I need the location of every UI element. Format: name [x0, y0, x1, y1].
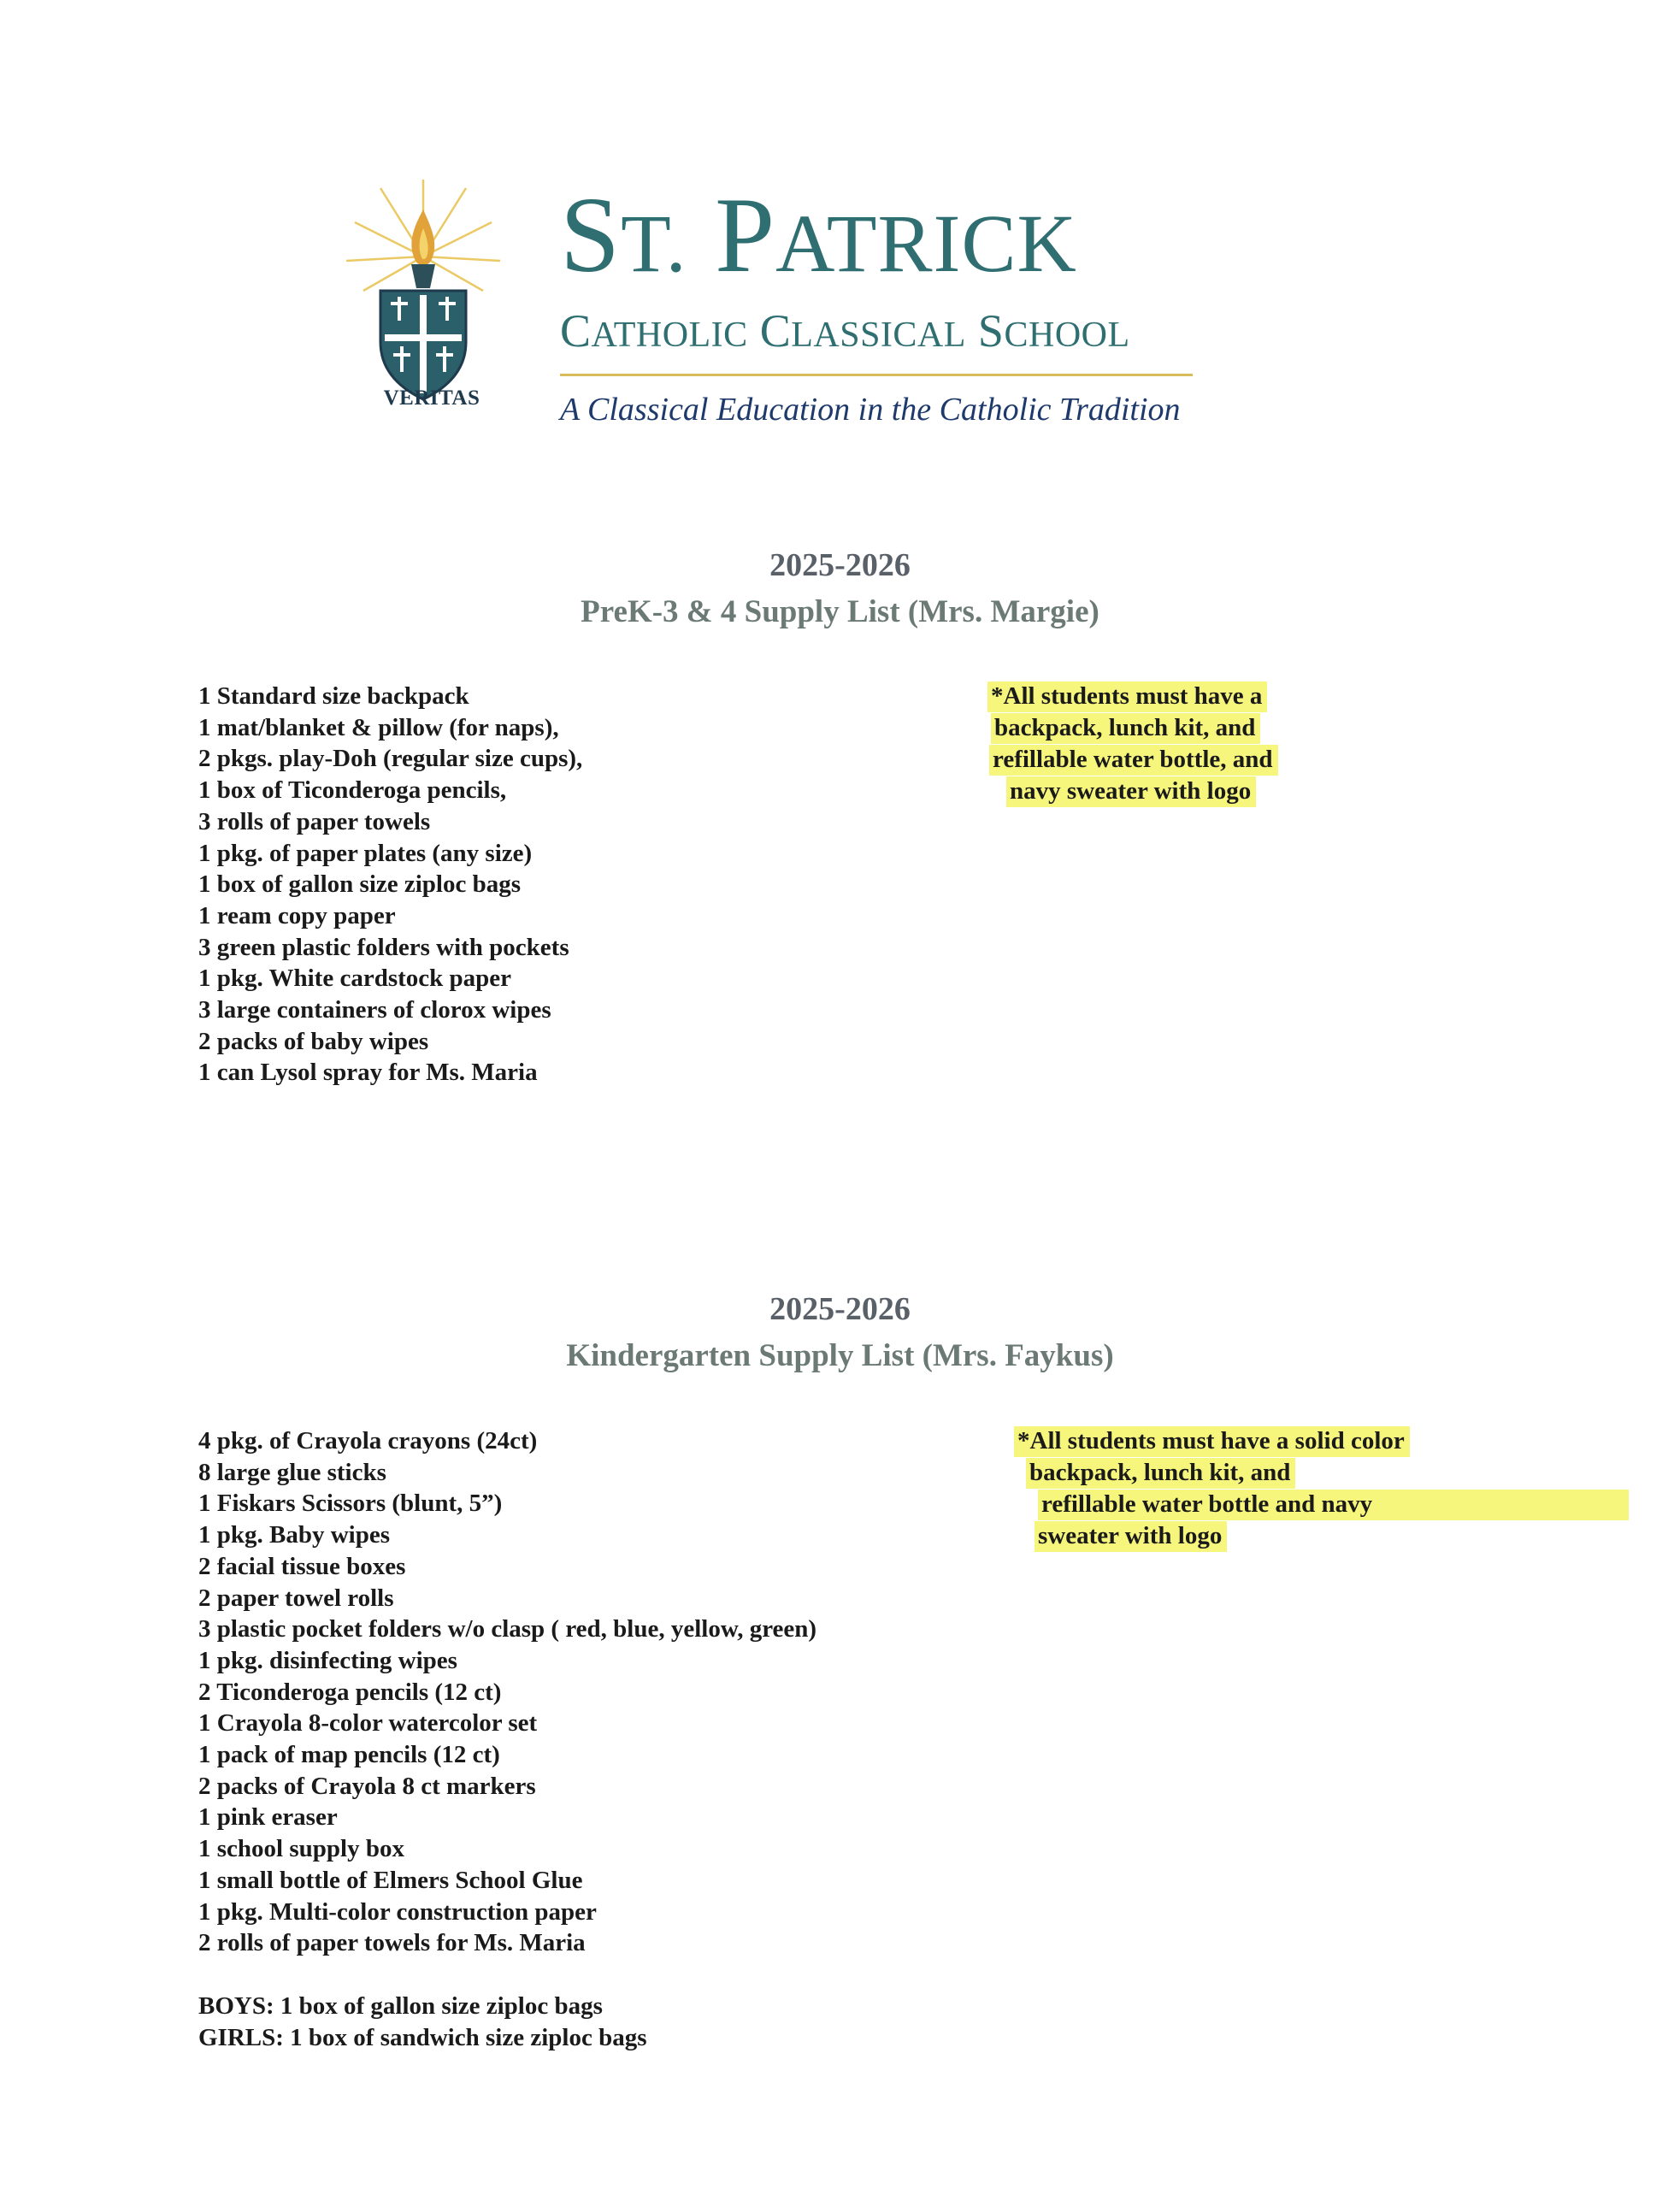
list-item: 1 Standard size backpack: [198, 682, 469, 710]
list-item: 2 paper towel rolls: [198, 1584, 394, 1612]
school-crest-icon: [346, 175, 500, 415]
note-line: *All students must have a solid color: [1014, 1426, 1410, 1457]
school-name-p: P: [715, 176, 776, 295]
kinder-title: Kindergarten Supply List (Mrs. Faykus): [566, 1338, 1114, 1373]
school-subtitle: [560, 305, 1130, 357]
kinder-supply-list: [198, 1425, 816, 1959]
prek-note: [987, 681, 1278, 807]
list-item: 4 pkg. of Crayola crayons (24ct): [198, 1427, 538, 1454]
prek-title: PreK-3 & 4 Supply List (Mrs. Margie): [581, 594, 1099, 629]
list-item: 1 ream copy paper: [198, 901, 396, 929]
sub-c2: C: [759, 305, 792, 357]
list-item: 1 box of gallon size ziploc bags: [198, 870, 522, 899]
list-item: 3 large containers of clorox wipes: [198, 996, 551, 1024]
note-line: *All students must have a: [987, 681, 1267, 712]
note-line: backpack, lunch kit, and: [1026, 1458, 1295, 1489]
list-item: 1 school supply box: [198, 1835, 404, 1863]
list-item: 1 small bottle of Elmers School Glue: [198, 1866, 583, 1894]
list-item: 2 rolls of paper towels for Ms. Maria: [198, 1929, 586, 1957]
list-item: 1 pack of map pencils (12 ct): [198, 1741, 500, 1769]
list-item: 2 packs of Crayola 8 ct markers: [198, 1772, 536, 1800]
note-line: sweater with logo: [1035, 1521, 1227, 1552]
sub-catholic: ATHOLIC: [591, 316, 748, 355]
prek-year: 2025-2026: [769, 547, 911, 583]
list-item: 1 pkg. Baby wipes: [198, 1521, 391, 1549]
list-item: 1 Fiskars Scissors (blunt, 5”): [198, 1490, 503, 1518]
kinder-year: 2025-2026: [769, 1291, 911, 1327]
kinder-bag-list: [198, 1991, 646, 2053]
school-name-s: S: [560, 176, 622, 295]
sub-classical: LASSICAL: [791, 316, 966, 355]
sub-c: C: [560, 305, 592, 357]
list-item: 1 Crayola 8-color watercolor set: [198, 1709, 538, 1738]
list-item: 2 packs of baby wipes: [198, 1027, 429, 1055]
school-name-t: T.: [621, 198, 687, 289]
prek-supply-list: [198, 681, 582, 1089]
list-item: GIRLS: 1 box of sandwich size ziploc bags: [198, 2023, 647, 2051]
note-line: backpack, lunch kit, and: [991, 713, 1260, 744]
list-item: 8 large glue sticks: [198, 1458, 386, 1486]
school-motto: VERITAS: [383, 386, 480, 410]
list-item: 1 pkg. Multi-color construction paper: [198, 1897, 597, 1926]
sub-s: S: [977, 305, 1005, 357]
school-tagline: A Classical Education in the Catholic Tradition: [560, 392, 1181, 428]
kinder-note: [1014, 1425, 1629, 1552]
list-item: 2 facial tissue boxes: [198, 1552, 406, 1580]
list-item: 1 box of Ticonderoga pencils,: [198, 776, 507, 805]
school-name: [560, 176, 1077, 295]
school-name-atrick: ATRICK: [775, 198, 1077, 289]
logo-divider: [560, 374, 1193, 376]
list-item: 1 mat/blanket & pillow (for naps),: [198, 713, 559, 741]
sub-school: CHOOL: [1004, 316, 1130, 355]
note-line: navy sweater with logo: [1006, 776, 1256, 807]
list-item: 1 pkg. White cardstock paper: [198, 965, 512, 993]
list-item: 2 Ticonderoga pencils (12 ct): [198, 1678, 502, 1706]
list-item: 2 pkgs. play-Doh (regular size cups),: [198, 745, 583, 773]
list-item: 1 can Lysol spray for Ms. Maria: [198, 1059, 538, 1087]
list-item: BOYS: 1 box of gallon size ziploc bags: [198, 1992, 603, 2020]
list-item: 3 rolls of paper towels: [198, 807, 431, 835]
note-line: refillable water bottle, and: [989, 745, 1278, 776]
list-item: 1 pkg. disinfecting wipes: [198, 1646, 457, 1674]
list-item: 1 pink eraser: [198, 1803, 338, 1832]
note-line: refillable water bottle and navy: [1038, 1490, 1629, 1520]
list-item: 1 pkg. of paper plates (any size): [198, 839, 533, 867]
list-item: 3 plastic pocket folders w/o clasp ( red, blue, yellow, green): [198, 1615, 817, 1643]
list-item: 3 green plastic folders with pockets: [198, 933, 569, 961]
